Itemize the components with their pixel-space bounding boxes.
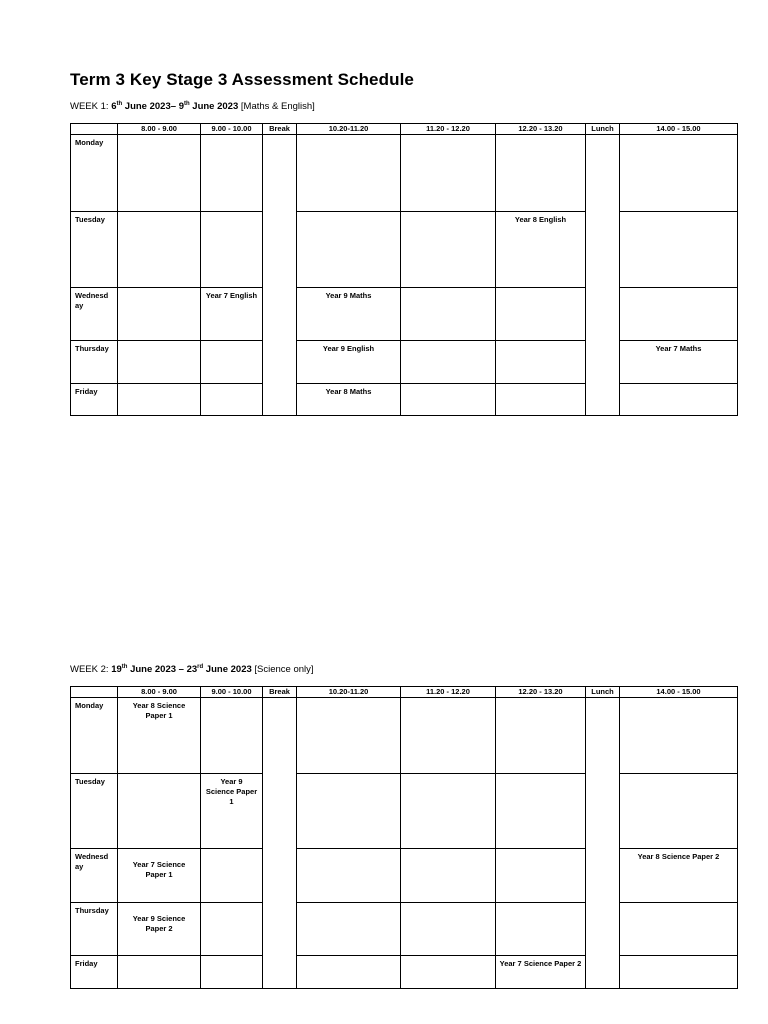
slot-cell: Year 9 Maths: [297, 288, 401, 341]
slot-cell: [620, 774, 738, 849]
week1-dash: –: [170, 101, 179, 113]
week1-header-col: Lunch: [586, 124, 620, 135]
table-row: [71, 212, 738, 288]
day-cell: Monday: [71, 135, 118, 212]
slot-cell: Year 7 English: [201, 288, 263, 341]
week1-header-col: 10.20-11.20: [297, 124, 401, 135]
slot-cell: [496, 849, 586, 903]
slot-cell: [401, 288, 496, 341]
week2-end-day: 23: [186, 664, 198, 676]
week2-heading: [70, 664, 314, 675]
week1-start-sup: th: [116, 101, 123, 107]
slot-cell: [401, 135, 496, 212]
slot-cell: [496, 384, 586, 416]
slot-cell: [297, 956, 401, 989]
week2-header-corner: [71, 687, 118, 698]
slot-cell: [496, 956, 586, 989]
week2-header-col: 14.00 - 15.00: [620, 687, 738, 698]
slot-cell: Year 8 Science Paper 2: [620, 849, 738, 903]
table-row: [71, 698, 738, 774]
slot-cell: [118, 212, 201, 288]
week1-end-sup: th: [183, 101, 190, 107]
week2-start-sup: th: [121, 664, 128, 670]
week2-dash: –: [176, 664, 187, 676]
day-label: Wednesday: [75, 291, 109, 310]
week1-header-col: 8.00 - 9.00: [118, 124, 201, 135]
week1-start-rest: June 2023: [122, 101, 171, 113]
day-cell: Tuesday: [71, 212, 118, 288]
page-title: Term 3 Key Stage 3 Assessment Schedule: [70, 70, 414, 89]
slot-cell: [201, 849, 263, 903]
slot-cell: [620, 903, 738, 956]
day-cell: Monday: [71, 698, 118, 774]
slot-cell: [297, 212, 401, 288]
slot-cell: [118, 903, 201, 956]
day-cell: Friday: [71, 384, 118, 416]
week2-header-col: 9.00 - 10.00: [201, 687, 263, 698]
week2-header-col: 8.00 - 9.00: [118, 687, 201, 698]
slot-cell: [297, 774, 401, 849]
slot-cell: [496, 341, 586, 384]
week2-suffix: [Science only]: [251, 664, 314, 676]
slot-cell: [620, 698, 738, 774]
slot-cell: [401, 698, 496, 774]
slot-cell: [401, 341, 496, 384]
week1-header-col: 11.20 - 12.20: [401, 124, 496, 135]
slot-cell: [401, 849, 496, 903]
slot-cell: [118, 135, 201, 212]
slot-cell: [496, 135, 586, 212]
week1-heading: [70, 101, 315, 112]
slot-label: Year 9 Science Paper 2: [132, 914, 186, 933]
slot-cell: [118, 774, 201, 849]
slot-cell: Year 7 Maths: [620, 341, 738, 384]
week1-table: [70, 123, 738, 416]
table-row: [71, 341, 738, 384]
slot-cell: [620, 135, 738, 212]
week2-header-col: 10.20-11.20: [297, 687, 401, 698]
slot-cell: [620, 288, 738, 341]
week1-start-day: 6: [111, 101, 117, 113]
day-label: Wednesday: [75, 852, 109, 871]
day-cell: Tuesday: [71, 774, 118, 849]
slot-cell: [118, 956, 201, 989]
slot-cell: [201, 774, 263, 849]
week2-header-col: Break: [263, 687, 297, 698]
week2-prefix: WEEK 2:: [70, 664, 112, 676]
slot-label: Year 8 Science Paper 1: [132, 701, 186, 720]
slot-cell: [118, 384, 201, 416]
table-row: [71, 135, 738, 212]
slot-cell: Year 9 English: [297, 341, 401, 384]
table-row: [71, 384, 738, 416]
slot-cell: [201, 341, 263, 384]
slot-cell: [401, 903, 496, 956]
slot-cell: [297, 903, 401, 956]
break-column: [263, 135, 297, 416]
slot-cell: [297, 135, 401, 212]
slot-cell: [201, 698, 263, 774]
week1-header-col: 12.20 - 13.20: [496, 124, 586, 135]
day-cell: Thursday: [71, 341, 118, 384]
slot-cell: [620, 956, 738, 989]
slot-cell: [496, 288, 586, 341]
slot-cell: [401, 384, 496, 416]
slot-cell: [401, 956, 496, 989]
slot-cell: [201, 903, 263, 956]
slot-cell: [118, 849, 201, 903]
lunch-column: [586, 698, 620, 989]
slot-cell: [401, 212, 496, 288]
day-cell: Friday: [71, 956, 118, 989]
slot-cell: [620, 212, 738, 288]
week1-header-col: 14.00 - 15.00: [620, 124, 738, 135]
slot-cell: [496, 774, 586, 849]
week1-header-row: [71, 124, 738, 135]
slot-cell: Year 8 Maths: [297, 384, 401, 416]
week2-start-day: 19: [111, 664, 122, 676]
table-row: [71, 956, 738, 989]
table-row: [71, 774, 738, 849]
slot-cell: [201, 384, 263, 416]
slot-cell: [118, 288, 201, 341]
week2-table: [70, 686, 738, 989]
week1-prefix: WEEK 1:: [70, 101, 112, 113]
slot-cell: [297, 849, 401, 903]
slot-cell: [201, 956, 263, 989]
slot-cell: [201, 212, 263, 288]
slot-cell: [118, 341, 201, 384]
slot-label: Year 9 Science Paper 1: [205, 777, 258, 806]
slot-cell: [201, 135, 263, 212]
slot-label: Year 7 Science Paper 1: [132, 860, 186, 879]
slot-cell: [496, 698, 586, 774]
slot-cell: [620, 384, 738, 416]
week1-header-col: 9.00 - 10.00: [201, 124, 263, 135]
week2-start-rest: June 2023: [127, 664, 177, 676]
week2-header-col: Lunch: [586, 687, 620, 698]
week1-end-rest: June 2023: [189, 101, 239, 113]
week2-header-row: [71, 687, 738, 698]
slot-cell: [118, 698, 201, 774]
week2-header-col: 11.20 - 12.20: [401, 687, 496, 698]
week2-end-sup: rd: [197, 664, 204, 670]
slot-cell: Year 8 English: [496, 212, 586, 288]
week1-suffix: [Maths & English]: [238, 101, 315, 113]
break-column: [263, 698, 297, 989]
table-row: [71, 288, 738, 341]
slot-cell: [496, 903, 586, 956]
day-cell: [71, 288, 118, 341]
week1-end-day: 9: [178, 101, 184, 113]
week1-header-col: Break: [263, 124, 297, 135]
slot-cell: [401, 774, 496, 849]
table-row: [71, 903, 738, 956]
week2-header-col: 12.20 - 13.20: [496, 687, 586, 698]
slot-label: Year 7 Science Paper 2: [499, 959, 582, 968]
week1-header-corner: [71, 124, 118, 135]
day-cell: Thursday: [71, 903, 118, 956]
table-row: [71, 849, 738, 903]
day-cell: [71, 849, 118, 903]
week2-end-rest: June 2023: [203, 664, 252, 676]
slot-cell: [297, 698, 401, 774]
lunch-column: [586, 135, 620, 416]
